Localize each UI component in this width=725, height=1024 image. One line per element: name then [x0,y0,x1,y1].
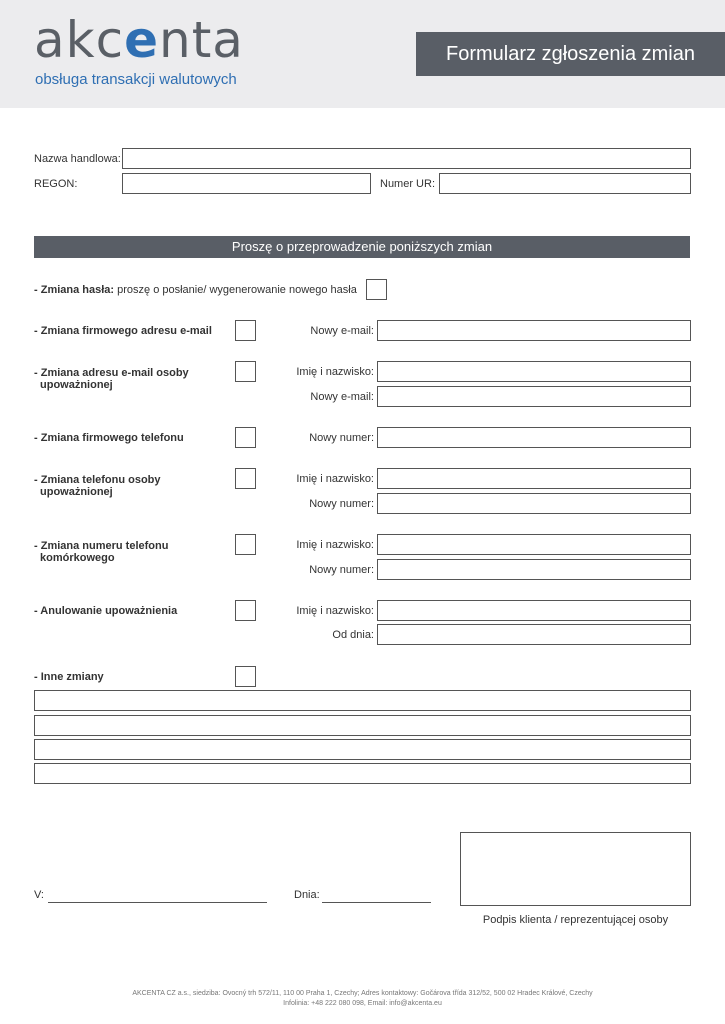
cancel-auth-checkbox[interactable] [235,600,256,621]
auth-phone-change-label-2: upoważnionej [40,486,113,498]
other-changes-field-3[interactable] [34,739,691,760]
other-changes-field-2[interactable] [34,715,691,736]
signature-caption: Podpis klienta / reprezentującej osoby [482,914,669,926]
logo-prefix: akc [34,11,125,69]
place-label: V: [34,889,44,901]
other-changes-field-1[interactable] [34,690,691,711]
company-new-email-field[interactable] [377,320,691,341]
date-label: Dnia: [294,889,320,901]
cancel-auth-label: - Anulowanie upoważnienia [34,605,178,617]
auth-phone-change-label-1: - Zmiana telefonu osoby [34,474,161,486]
auth-phone-name-field[interactable] [377,468,691,489]
trade-name-label: Nazwa handlowa: [34,153,121,165]
auth-email-change-checkbox[interactable] [235,361,256,382]
ur-number-field[interactable] [439,173,691,194]
other-changes-label: - Inne zmiany [34,671,104,683]
trade-name-field[interactable] [122,148,691,169]
logo-e: e [124,11,160,69]
auth-phone-name-label: Imię i nazwisko: [296,473,374,485]
company-new-number-field[interactable] [377,427,691,448]
auth-phone-change-checkbox[interactable] [235,468,256,489]
company-email-change-label: - Zmiana firmowego adresu e-mail [34,325,212,337]
auth-new-email-field[interactable] [377,386,691,407]
company-phone-change-checkbox[interactable] [235,427,256,448]
mobile-new-number-field[interactable] [377,559,691,580]
new-email-label: Nowy e-mail: [310,325,374,337]
logo-suffix: nta [159,11,244,69]
cancel-auth-name-label: Imię i nazwisko: [296,605,374,617]
from-date-label: Od dnia: [332,629,374,641]
footer-contact: Infolinia: +48 222 080 098, Email: info@akcenta.eu [283,1000,442,1007]
mobile-change-label-2: komórkowego [40,552,115,564]
company-phone-change-label: - Zmiana firmowego telefonu [34,432,184,444]
auth-email-change-label-1: - Zmiana adresu e-mail osoby [34,367,189,379]
auth-email-change-label-2: upoważnionej [40,379,113,391]
signature-box[interactable] [460,832,691,906]
form-title: Formularz zgłoszenia zmian [416,32,725,76]
mobile-name-field[interactable] [377,534,691,555]
ur-number-label: Numer UR: [380,178,436,190]
password-change-checkbox[interactable] [366,279,387,300]
mobile-new-number-label: Nowy numer: [309,564,374,576]
place-line[interactable] [48,902,267,903]
other-changes-checkbox[interactable] [235,666,256,687]
auth-email-name-field[interactable] [377,361,691,382]
password-change-text: proszę o posłanie/ wygenerowanie nowego hasła [114,284,357,296]
company-email-change-checkbox[interactable] [235,320,256,341]
auth-email-name-label: Imię i nazwisko: [296,366,374,378]
from-date-field[interactable] [377,624,691,645]
regon-field[interactable] [122,173,371,194]
akcenta-logo [34,10,244,70]
date-line[interactable] [322,902,431,903]
other-changes-field-4[interactable] [34,763,691,784]
auth-new-email-label: Nowy e-mail: [310,391,374,403]
password-change-label [34,283,357,297]
mobile-change-label-1: - Zmiana numeru telefonu [34,540,169,552]
footer-address: AKCENTA CZ a.s., siedziba: Ovocný trh 572/11, 110 00 Praha 1, Czechy; Adres kontaktowy: Gočárova třída 312/52, 500 02 Hradec Králové, Czechy [132,990,593,997]
cancel-auth-name-field[interactable] [377,600,691,621]
auth-new-number-label: Nowy numer: [309,498,374,510]
logo-tagline: obsługa transakcji walutowych [35,71,237,88]
auth-new-number-field[interactable] [377,493,691,514]
section-title-bar: Proszę o przeprowadzenie poniższych zmian [34,236,690,258]
regon-label: REGON: [34,178,78,190]
password-change-bold: - Zmiana hasła: [34,284,115,296]
mobile-name-label: Imię i nazwisko: [296,539,374,551]
company-new-number-label: Nowy numer: [309,432,374,444]
mobile-change-checkbox[interactable] [235,534,256,555]
